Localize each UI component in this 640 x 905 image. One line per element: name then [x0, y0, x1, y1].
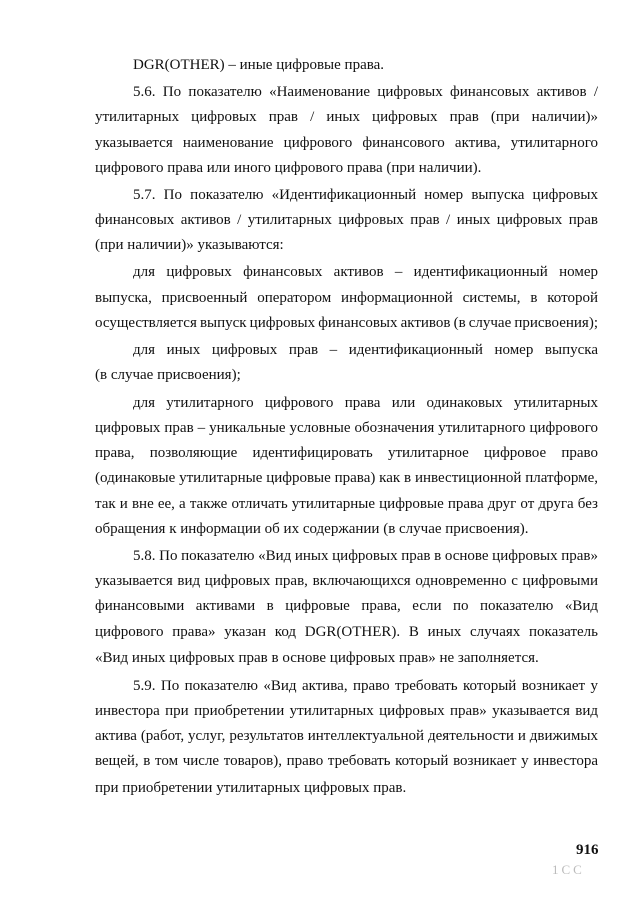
text-line: утилитарных цифровых прав / иных цифровых прав (при наличии)»	[95, 109, 598, 125]
text-line: указывается наименование цифрового финансового актива, утилитарного	[95, 135, 598, 151]
text-line: для иных цифровых прав – идентификационный номер выпуска	[133, 342, 598, 358]
text-line: 5.7. По показателю «Идентификационный номер выпуска цифровых	[133, 187, 598, 203]
text-line: для цифровых финансовых активов – идентификационный номер	[133, 264, 598, 280]
text-line: 5.9. По показателю «Вид актива, право требовать который возникает у	[133, 678, 598, 694]
text-line: (одинаковые утилитарные цифровые права) как в инвестиционной платформе,	[95, 470, 598, 486]
text-line: финансовых активов / утилитарных цифровых прав / иных цифровых прав	[95, 212, 598, 228]
text-line: актива (работ, услуг, результатов интеллектуальной деятельности и движимых	[95, 728, 598, 744]
text-line: обращения к информации об их содержании (в случае присвоения).	[95, 521, 529, 537]
text-line: инвестора при приобретении утилитарных цифровых прав» указывается вид	[95, 703, 598, 719]
text-line: цифрового права или иного цифрового права (при наличии).	[95, 160, 482, 176]
page-number: 916	[576, 842, 599, 858]
text-line: (в случае присвоения);	[95, 367, 241, 383]
text-line: цифрового права» указан код DGR(OTHER). В иных случаях показатель	[95, 624, 598, 640]
text-line: цифровых прав – уникальные условные обозначения утилитарного цифрового	[95, 420, 598, 436]
text-line: «Вид иных цифровых прав в основе цифровых прав» не заполняется.	[95, 650, 539, 666]
text-line: финансовыми активами в цифровые права, если по показателю «Вид	[95, 598, 598, 614]
text-line: осуществляется выпуск цифровых финансовых активов (в случае присвоения);	[95, 315, 598, 331]
text-line: выпуска, присвоенный оператором информационной системы, в которой	[95, 290, 598, 306]
text-line: указывается вид цифровых прав, включающихся одновременно с цифровыми	[95, 573, 598, 589]
text-line: (при наличии)» указываются:	[95, 237, 284, 253]
text-line: 5.6. По показателю «Наименование цифровых финансовых активов /	[133, 84, 598, 100]
faint-stamp: 1CC	[552, 862, 585, 877]
text-line: при приобретении утилитарных цифровых прав.	[95, 780, 407, 796]
text-line: DGR(OTHER) – иные цифровые права.	[133, 57, 385, 73]
text-line: 5.8. По показателю «Вид иных цифровых прав в основе цифровых прав»	[133, 548, 598, 564]
text-line: для утилитарного цифрового права или одинаковых утилитарных	[133, 395, 598, 411]
text-line: вещей, в том числе товаров), право требовать который возникает у инвестора	[95, 753, 598, 769]
text-line: так и вне ее, а также отличать утилитарные цифровые права друг от друга без	[95, 496, 598, 512]
text-line: права, позволяющие идентифицировать утилитарное цифровое право	[95, 445, 598, 461]
